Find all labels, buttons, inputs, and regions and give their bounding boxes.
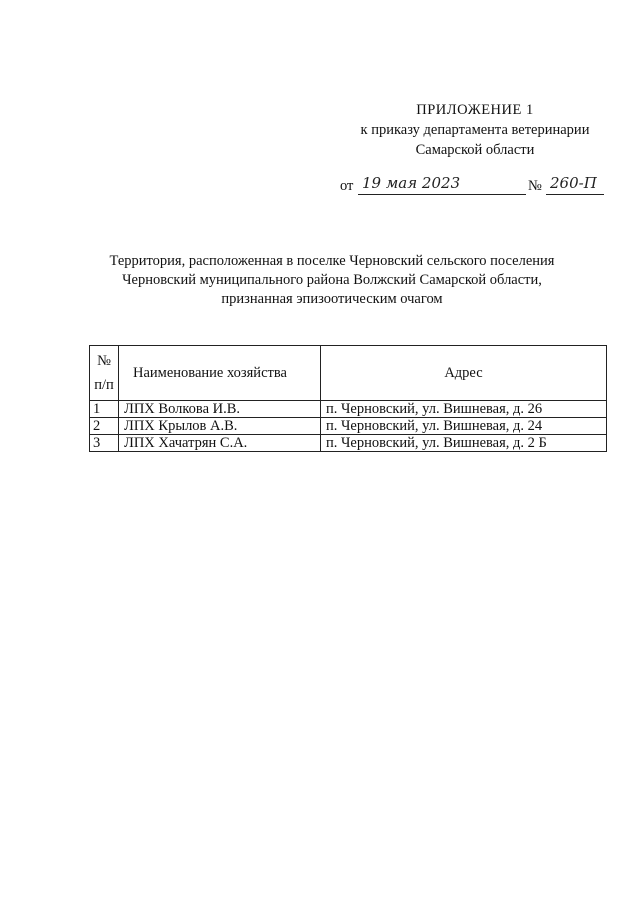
row-num: 1 bbox=[90, 401, 119, 418]
row-address: п. Черновский, ул. Вишневая, д. 26 bbox=[321, 401, 607, 418]
header-num bbox=[90, 346, 119, 401]
row-name: ЛПХ Волкова И.В. bbox=[119, 401, 321, 418]
table-header-row bbox=[90, 346, 607, 401]
row-address: п. Черновский, ул. Вишневая, д. 2 Б bbox=[321, 435, 607, 452]
order-date-number-line bbox=[340, 176, 610, 200]
order-from-label: от bbox=[340, 178, 354, 194]
header-num-pp: п/п bbox=[94, 377, 114, 393]
heading-line-3: признанная эпизоотическим очагом bbox=[221, 291, 443, 307]
appendix-line-1: к приказу департамента ветеринарии bbox=[360, 122, 590, 138]
row-name: ЛПХ Крылов А.В. bbox=[119, 418, 321, 435]
document-heading bbox=[70, 252, 594, 309]
appendix-title: ПРИЛОЖЕНИЕ 1 bbox=[416, 102, 534, 118]
date-underline bbox=[358, 194, 526, 195]
row-address: п. Черновский, ул. Вишневая, д. 24 bbox=[321, 418, 607, 435]
row-num: 3 bbox=[90, 435, 119, 452]
appendix-block bbox=[340, 100, 610, 160]
heading-line-1: Территория, расположенная в поселке Черновский сельского поселения bbox=[109, 253, 555, 269]
table-row bbox=[90, 418, 607, 435]
table-row bbox=[90, 435, 607, 452]
order-date-handwritten: 19 мая 2023 bbox=[362, 174, 461, 192]
order-number-label: № bbox=[528, 178, 542, 194]
header-num-symbol: № bbox=[97, 353, 111, 369]
order-number-handwritten: 260-П bbox=[550, 174, 597, 192]
header-name: Наименование хозяйства bbox=[119, 346, 321, 401]
number-underline bbox=[546, 194, 604, 195]
farms-table bbox=[89, 345, 607, 452]
heading-line-2: Черновский муниципального района Волжский Самарской области, bbox=[122, 272, 542, 288]
row-name: ЛПХ Хачатрян С.А. bbox=[119, 435, 321, 452]
row-num: 2 bbox=[90, 418, 119, 435]
appendix-line-2: Самарской области bbox=[415, 142, 535, 158]
table-row bbox=[90, 401, 607, 418]
header-address: Адрес bbox=[321, 346, 607, 401]
